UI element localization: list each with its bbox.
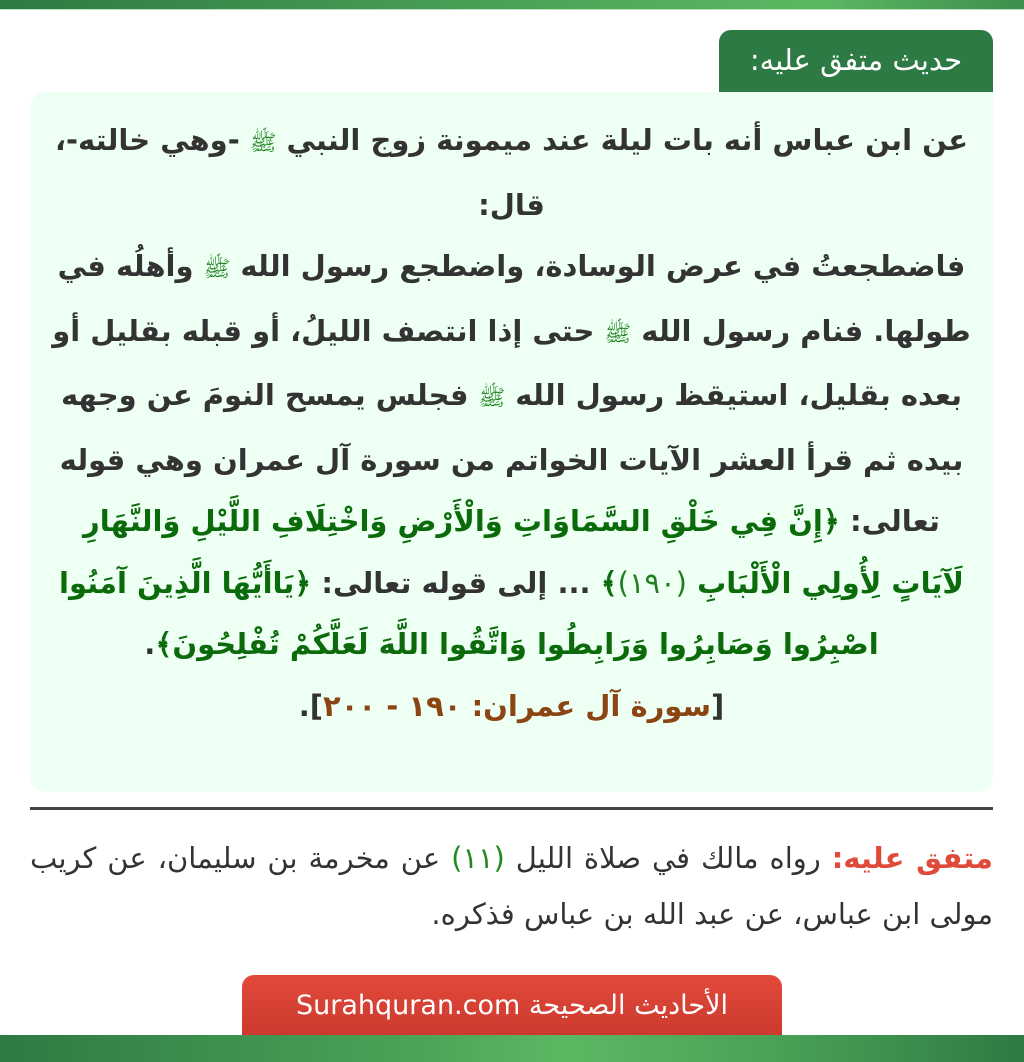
section-divider [30, 807, 993, 810]
source-label: متفق عليه: [831, 841, 993, 875]
hadith-title: حديث متفق عليه: [749, 43, 963, 77]
reference-close: ]. [298, 688, 324, 723]
site-link-button[interactable] [242, 975, 782, 1035]
salawat-icon: ﷺ [478, 386, 506, 411]
salawat-icon: ﷺ [604, 321, 632, 347]
hadith-part-2: -وهي خالته-، قال: [54, 123, 545, 222]
quran-verse-2: ﴿يَاأَيُّهَا الَّذِينَ آمَنُوا اصْبِرُوا وَصَابِرُوا وَرَابِطُوا وَاتَّقُوا اللَّهَ لَعَلَّكُمْ تُفْلِحُونَ﴾ [59, 565, 879, 661]
hadith-source [30, 830, 993, 942]
hadith-part-8: . [144, 627, 156, 661]
source-text-2: عن مخرمة بن سليمان، عن كريب مولى ابن عباس، عن عبد الله بن عباس فذكره. [30, 841, 993, 931]
surah-reference: سورة آل عمران: ١٩٠ - ٢٠٠ [323, 688, 711, 723]
hadith-content-box [30, 92, 993, 792]
quran-verse-1-text: ﴿إِنَّ فِي خَلْقِ السَّمَاوَاتِ وَالْأَرْضِ وَاخْتِلَافِ اللَّيْلِ وَالنَّهَارِ لَآيَاتٍ لِأُولِي الْأَلْبَابِ [83, 504, 964, 600]
source-text-1: رواه مالك في صلاة الليل [504, 841, 832, 875]
salawat-icon: ﷺ [249, 131, 277, 156]
hadith-title-tab [719, 30, 993, 92]
hadith-part-5: حتى إذا انتصف الليلُ، أو قبله بقليل أو بعده بقليل، استيقظ رسول الله [52, 313, 963, 412]
quran-bracket-close: ﴾ [600, 565, 618, 600]
hadith-part-4: وأهلُه في طولها. فنام رسول الله [57, 249, 971, 348]
salawat-icon: ﷺ [203, 257, 231, 282]
hadith-part-1: عن ابن عباس أنه بات ليلة عند ميمونة زوج النبي [286, 123, 969, 157]
source-number: (١١) [451, 841, 505, 875]
bottom-decorative-bar [0, 1035, 1024, 1062]
hadith-text [52, 110, 971, 737]
verse-number: (١٩٠) [617, 565, 687, 600]
hadith-part-7: ... إلى قوله تعالى: [311, 565, 601, 600]
hadith-part-6: فجلس يمسح النومَ عن وجهه بيده ثم قرأ العشر الآيات الخواتم من سورة آل عمران وهي قوله تعالى: [59, 378, 964, 538]
top-decorative-bar [0, 0, 1024, 10]
reference-open: [ [710, 688, 725, 723]
hadith-part-3: فاضطجعتُ في عرض الوسادة، واضطجع رسول الله [240, 249, 966, 283]
site-link-label: الأحاديث الصحيحة Surahquran.com [296, 989, 728, 1021]
